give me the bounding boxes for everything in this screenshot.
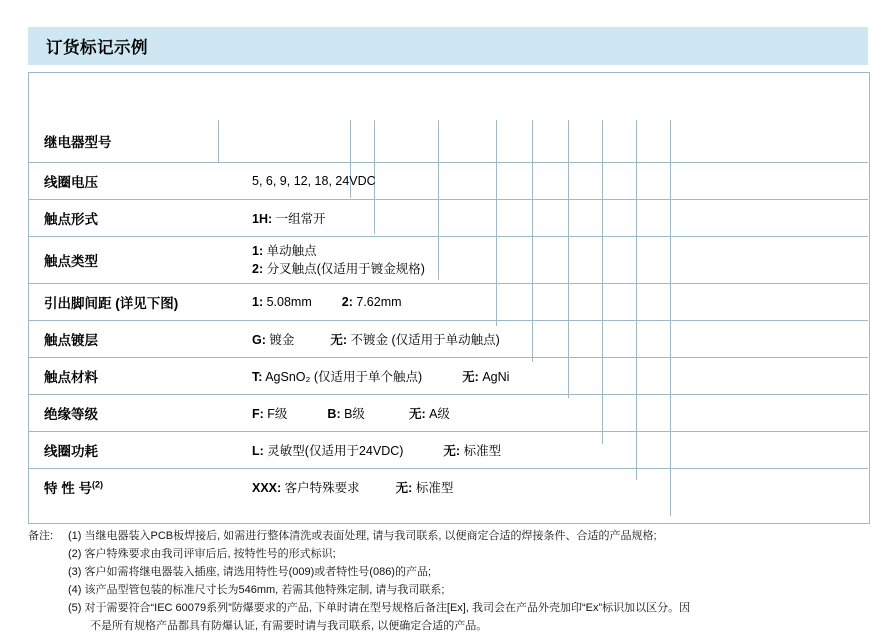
row-value-text-2: B级 — [340, 407, 365, 421]
table-row — [28, 163, 868, 200]
row-value-text-2: AgNi — [478, 370, 510, 384]
page-title: 订货标记示例 — [46, 39, 148, 57]
row-value-code: T: — [252, 370, 263, 384]
row-value-code-2: 2: — [341, 295, 353, 309]
row-label: 继电器型号 — [44, 135, 112, 150]
note-item: (1) 当继电器装入PCB板焊接后, 如需进行整体清洗或表面处理, 请与我司联系, 以便商定合适的焊接条件、合适的产品规格; — [68, 530, 657, 542]
table-row — [28, 120, 868, 163]
row-value-code: 1: — [252, 243, 264, 258]
row-value — [190, 330, 500, 348]
row-label: 触点镀层 — [44, 333, 98, 348]
notes-block — [28, 528, 873, 636]
note-item-continued: 不是所有规格产品都具有防爆认证, 有需要时请与我司联系, 以便确定合适的产品。 — [90, 620, 488, 633]
row-value-text: AgSnO₂ (仅适用于单个触点) — [262, 370, 423, 384]
row-value-code-2: B: — [327, 407, 341, 421]
row-value — [190, 441, 501, 459]
section-title-bar — [28, 27, 868, 65]
row-value — [190, 295, 402, 309]
row-label-text: 特 性 号 — [44, 481, 93, 496]
row-value-code-3: 无: — [408, 407, 426, 421]
row-value-code: L: — [252, 444, 264, 458]
table-row — [28, 395, 868, 432]
row-value-text-2: 标准型 — [460, 444, 502, 458]
row-value-text: 灵敏型(仅适用于24VDC) — [263, 444, 404, 458]
row-value-text-2: 7.62mm — [352, 295, 402, 309]
row-value-code-2: 无: — [443, 444, 461, 458]
row-value-code: F: — [252, 407, 264, 421]
row-value-code: G: — [252, 333, 266, 347]
row-label: 触点形式 — [44, 212, 98, 227]
table-row — [28, 321, 868, 358]
row-value-code: XXX: — [252, 481, 282, 495]
row-value — [190, 242, 425, 278]
row-value-text-2: 标准型 — [412, 481, 454, 495]
row-value-text-2: 不镀金 (仅适用于单动触点) — [347, 333, 500, 347]
row-value — [190, 367, 509, 385]
table-row — [28, 432, 868, 469]
row-value-code-2: 无: — [462, 370, 479, 384]
table-row — [28, 284, 868, 321]
row-label: 引出脚间距 (详见下图) — [44, 296, 179, 311]
row-value-text: 客户特殊要求 — [281, 481, 360, 495]
row-value-text-2: 分叉触点(仅适用于镀金规格) — [263, 262, 425, 276]
row-label-superscript: (2) — [92, 479, 104, 490]
spec-rows — [28, 120, 868, 505]
row-value-code-2: 无: — [395, 481, 413, 495]
row-value-text: 5.08mm — [263, 295, 312, 309]
note-item: (2) 客户特殊要求由我司评审后后, 按特性号的形式标识; — [68, 548, 336, 561]
row-value-text: 一组常开 — [272, 212, 326, 226]
row-value-code: 1: — [252, 295, 264, 309]
row-label: 线圈电压 — [44, 175, 98, 190]
row-value-text-3: A级 — [425, 407, 450, 421]
row-value-text: 镀金 — [265, 333, 295, 347]
table-row — [28, 358, 868, 395]
row-value-code: 1H: — [252, 212, 273, 226]
row-value — [190, 404, 450, 422]
notes-label: 备注: — [28, 530, 54, 542]
row-label: 触点材料 — [44, 370, 98, 385]
row-value-text: 单动触点 — [263, 243, 317, 258]
table-row — [28, 469, 868, 505]
note-item: (5) 对于需要符合“IEC 60079系列”防爆要求的产品, 下单时请在型号规格后备注[Ex], 我司会在产品外壳加印“Ex”标识加以区分。因 — [68, 602, 691, 615]
table-row — [28, 237, 868, 284]
note-item: (3) 客户如需将继电器装入插座, 请选用特性号(009)或者特性号(086)的产品; — [68, 566, 432, 579]
note-item: (4) 该产品型管包装的标准尺寸长为546mm, 若需其他特殊定制, 请与我司联系; — [68, 584, 445, 597]
row-value-code-2: 2: — [252, 262, 264, 276]
row-value — [190, 209, 326, 227]
row-label: 绝缘等级 — [44, 407, 98, 422]
row-value-code-2: 无: — [330, 333, 348, 347]
row-label — [28, 477, 190, 497]
row-value: 5, 6, 9, 12, 18, 24VDC — [252, 174, 376, 188]
table-row — [28, 200, 868, 237]
row-label: 触点类型 — [44, 254, 98, 269]
row-label: 线圈功耗 — [44, 444, 98, 459]
row-value — [190, 478, 453, 496]
row-value-text: F级 — [263, 407, 288, 421]
